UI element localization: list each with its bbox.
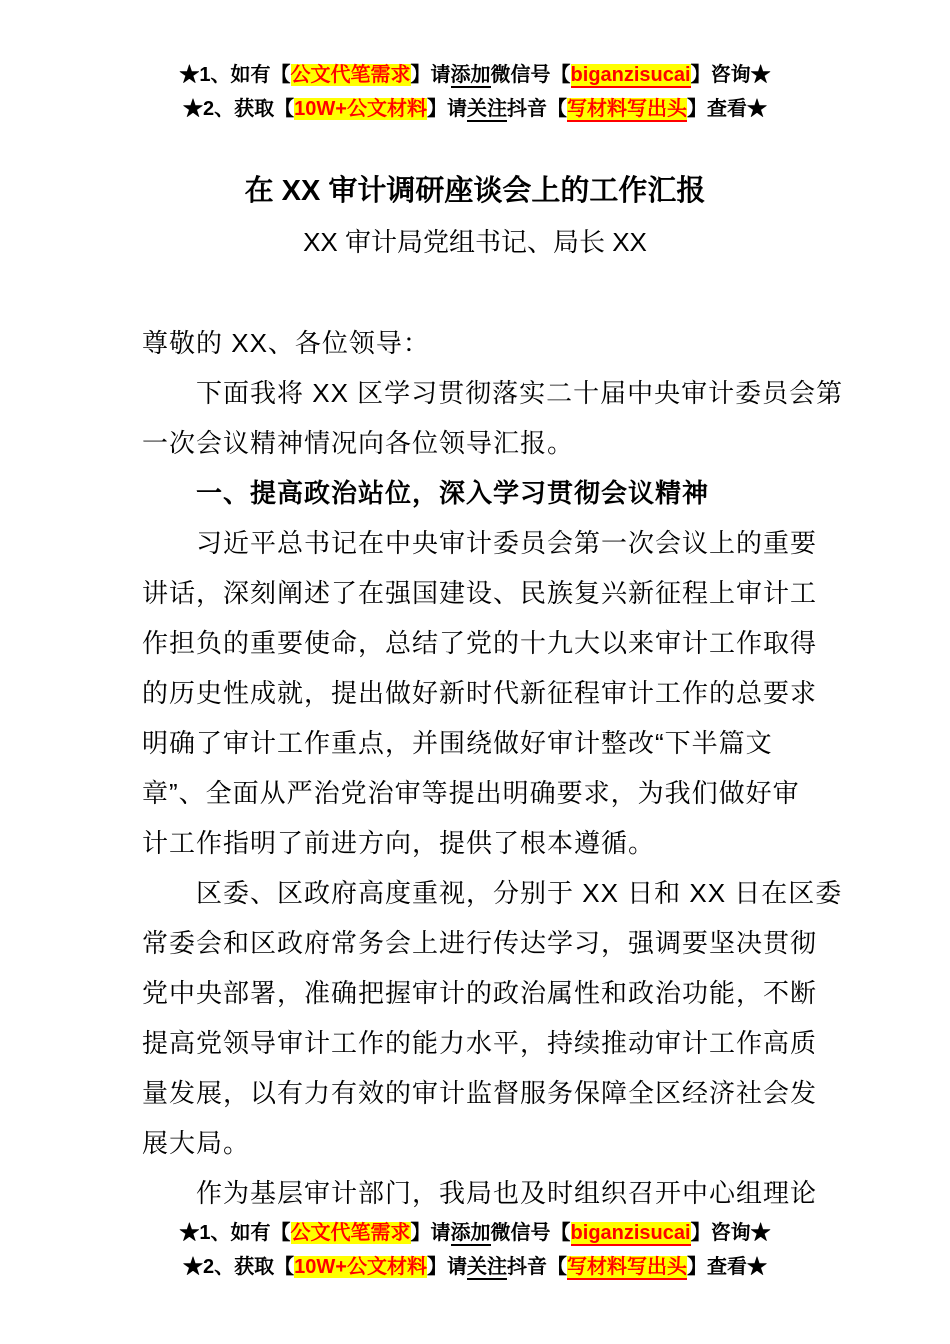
body-line: 提高党领导审计工作的能力水平，持续推动审计工作高质 [142,1028,818,1058]
promo-highlight-service: 公文代笔需求 [290,1222,411,1244]
promo-douyin-id: 写材料写出头 [566,1256,687,1278]
document-body [142,318,844,1218]
body-line: 章”、全面从严治党治审等提出明确要求，为我们做好审 [142,778,800,808]
promo-wechat-id: biganzisucai [570,1222,691,1244]
promo-text: ★1、如有【 [179,64,291,86]
promo-text: 】咨询★ [690,64,771,86]
body-line: 尊敬的 XX、各位领导： [142,328,430,358]
body-line: 下面我将 XX 区学习贯彻落实二十届中央审计委员会第 [196,378,844,408]
promo-text: 】咨询★ [690,1222,771,1244]
body-heading: 一、提高政治站位，深入学习贯彻会议精神 [196,478,710,508]
promo-text: ★2、获取【 [183,1256,295,1278]
body-line: 习近平总书记在中央审计委员会第一次会议上的重要 [196,528,818,558]
body-line: 党中央部署，准确把握审计的政治属性和政治功能，不断 [142,978,818,1008]
promo-text: 微信号【 [490,1222,571,1244]
document-subtitle: XX 审计局党组书记、局长 XX [303,227,647,257]
promo-line-1 [0,58,950,92]
promo-text: 抖音【 [506,98,567,120]
promo-header [0,58,950,126]
body-line: 展大局。 [142,1128,251,1158]
promo-underline-add: 添加 [450,1222,491,1244]
promo-footer [0,1216,950,1284]
body-line: 一次会议精神情况向各位领导汇报。 [142,428,575,458]
promo-text: 】查看★ [686,1256,767,1278]
promo-underline-add: 添加 [450,64,491,86]
promo-line-2 [0,92,950,126]
body-line: 明确了审计工作重点，并围绕做好审计整改“下半篇文 [142,728,773,758]
promo-text: 】查看★ [686,98,767,120]
promo-underline-follow: 关注 [466,98,507,120]
promo-text: 】请 [410,64,451,86]
promo-highlight-materials: 10W+公文材料 [294,1256,427,1278]
promo-text: 】请 [410,1222,451,1244]
body-line: 作为基层审计部门，我局也及时组织召开中心组理论 [196,1178,818,1208]
promo-text: ★1、如有【 [179,1222,291,1244]
body-line: 区委、区政府高度重视，分别于 XX 日和 XX 日在区委 [196,878,843,908]
promo-highlight-materials: 10W+公文材料 [294,98,427,120]
body-line: 作担负的重要使命，总结了党的十九大以来审计工作取得 [142,628,818,658]
promo-text: ★2、获取【 [183,98,295,120]
promo-highlight-service: 公文代笔需求 [290,64,411,86]
body-line: 讲话，深刻阐述了在强国建设、民族复兴新征程上审计工 [142,578,818,608]
promo-line-2 [0,1250,950,1284]
body-line: 计工作指明了前进方向，提供了根本遵循。 [142,828,656,858]
body-line: 常委会和区政府常务会上进行传达学习，强调要坚决贯彻 [142,928,818,958]
body-line: 的历史性成就，提出做好新时代新征程审计工作的总要求 [142,678,818,708]
body-line: 量发展，以有力有效的审计监督服务保障全区经济社会发 [142,1078,818,1108]
promo-text: 微信号【 [490,64,571,86]
promo-douyin-id: 写材料写出头 [566,98,687,120]
promo-line-1 [0,1216,950,1250]
promo-text: 】请 [426,1256,467,1278]
promo-underline-follow: 关注 [466,1256,507,1278]
promo-wechat-id: biganzisucai [570,64,691,86]
document-title: 在 XX 审计调研座谈会上的工作汇报 [244,175,706,207]
promo-text: 】请 [426,98,467,120]
promo-text: 抖音【 [506,1256,567,1278]
